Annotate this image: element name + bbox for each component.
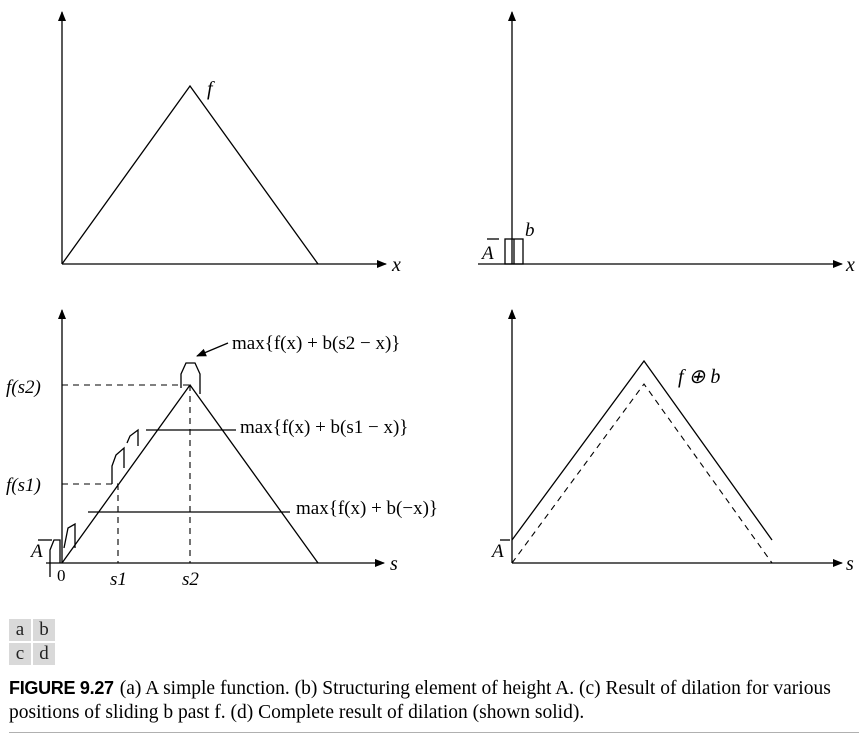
se-position-s1b [127, 430, 138, 446]
panel-d-x-label: s [846, 553, 854, 575]
panel-a-x-label: x [392, 254, 401, 276]
fs1-label: f(s1) [6, 475, 41, 496]
annot-s2-text: max{f(x) + b(s2 − x)} [232, 333, 401, 354]
s2-tick-label: s2 [182, 569, 199, 590]
panel-c-x-label: s [390, 553, 398, 575]
figure-caption [9, 676, 859, 725]
original-f-dashed [512, 384, 772, 563]
figure-caption-text: (a) A simple function. (b) Structuring element of height A. (c) Result of dilation for various positions of sliding b past f. (d) Complete result of dilation (shown solid). [9, 678, 831, 723]
function-f-label: f [207, 78, 213, 100]
panel-label-grid [9, 619, 57, 667]
dilation-result-solid [512, 361, 772, 540]
panel-label-a: a [9, 619, 31, 641]
panel-a [62, 12, 386, 264]
panel-label-b: b [33, 619, 55, 641]
structuring-element-label: b [525, 220, 535, 241]
function-f-curve [62, 86, 318, 264]
s1-tick-label: s1 [110, 569, 127, 590]
dilation-result-label: f ⊕ b [678, 366, 721, 388]
panel-c-height-label: A [31, 541, 43, 562]
origin-label: 0 [57, 566, 66, 585]
figure-caption-label: FIGURE 9.27 [9, 678, 114, 698]
annot-0-text: max{f(x) + b(−x)} [296, 498, 439, 519]
se-position-near-origin [64, 524, 75, 548]
panel-d [500, 310, 842, 563]
panel-b-x-label: x [846, 254, 855, 276]
panel-label-c: c [9, 643, 31, 665]
annot-s2-leader [197, 343, 228, 356]
fs2-label: f(s2) [6, 377, 41, 398]
panel-b-height-label: A [482, 243, 494, 264]
caption-rule [9, 732, 859, 733]
panel-label-d: d [33, 643, 55, 665]
annot-s1-text: max{f(x) + b(s1 − x)} [240, 417, 409, 438]
panel-d-height-label: A [492, 541, 504, 562]
